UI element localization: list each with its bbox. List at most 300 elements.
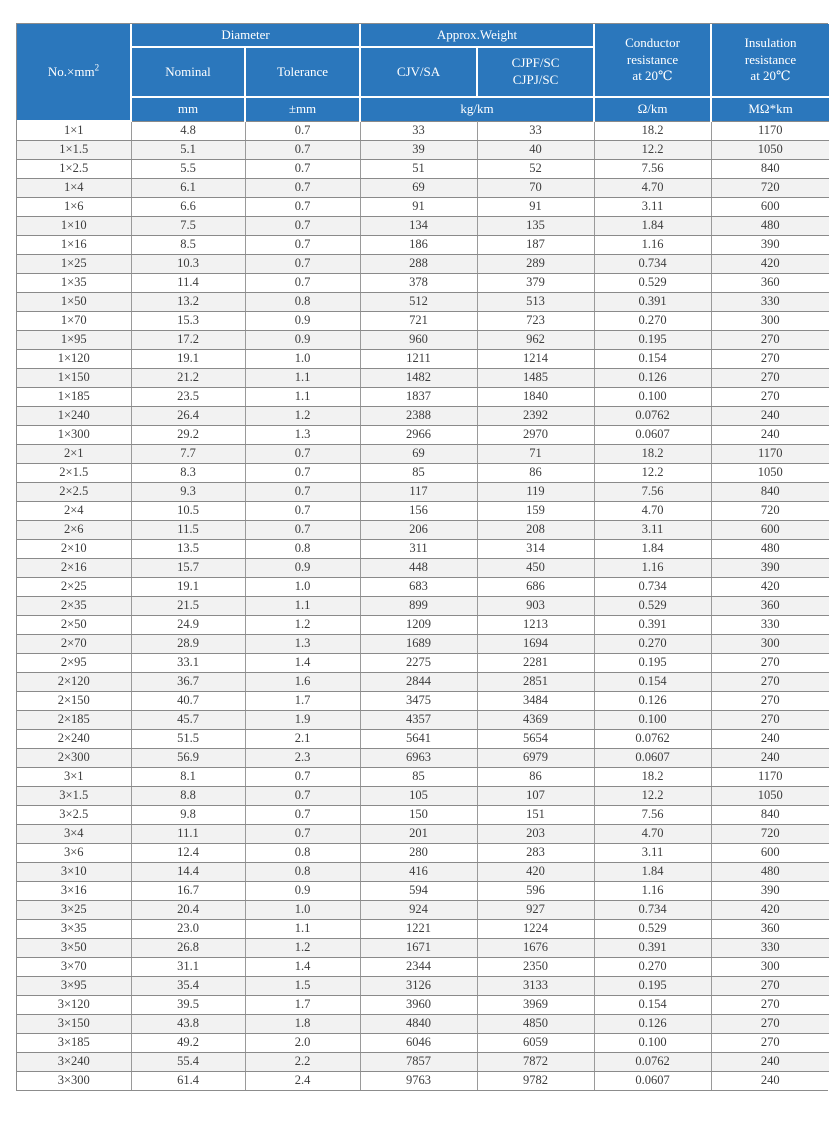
cell: 1840 xyxy=(477,387,594,406)
cell: 2392 xyxy=(477,406,594,425)
cell: 1×4 xyxy=(17,178,131,197)
cell: 28.9 xyxy=(131,634,245,653)
table-row xyxy=(17,729,829,748)
cell: 0.7 xyxy=(245,520,360,539)
cell: 1.0 xyxy=(245,577,360,596)
cell: 4.8 xyxy=(131,121,245,140)
cell: 0.7 xyxy=(245,444,360,463)
cell: 2×6 xyxy=(17,520,131,539)
cell: 1.0 xyxy=(245,900,360,919)
cell: 3475 xyxy=(360,691,477,710)
cell: 240 xyxy=(711,406,829,425)
table-row xyxy=(17,425,829,444)
cell: 600 xyxy=(711,843,829,862)
cell: 8.1 xyxy=(131,767,245,786)
cell: 52 xyxy=(477,159,594,178)
header-conductor-resistance: Conductor resistance at 20℃ xyxy=(594,24,711,97)
cell: 448 xyxy=(360,558,477,577)
table-row xyxy=(17,368,829,387)
cell: 450 xyxy=(477,558,594,577)
cell: 3.11 xyxy=(594,197,711,216)
cell: 2.3 xyxy=(245,748,360,767)
cell: 1×1.5 xyxy=(17,140,131,159)
cell: 0.7 xyxy=(245,273,360,292)
cell: 2275 xyxy=(360,653,477,672)
table-row xyxy=(17,463,829,482)
cell: 14.4 xyxy=(131,862,245,881)
cell: 51.5 xyxy=(131,729,245,748)
cell: 1.7 xyxy=(245,691,360,710)
cell: 8.5 xyxy=(131,235,245,254)
cell: 0.391 xyxy=(594,292,711,311)
cell: 71 xyxy=(477,444,594,463)
cell: 21.2 xyxy=(131,368,245,387)
cell: 1214 xyxy=(477,349,594,368)
cell: 2×120 xyxy=(17,672,131,691)
cell: 1676 xyxy=(477,938,594,957)
cell: 7.5 xyxy=(131,216,245,235)
cell: 91 xyxy=(360,197,477,216)
cell: 683 xyxy=(360,577,477,596)
cell: 1×240 xyxy=(17,406,131,425)
table-row xyxy=(17,520,829,539)
cell: 0.195 xyxy=(594,976,711,995)
cell: 3×240 xyxy=(17,1052,131,1071)
cell: 1.2 xyxy=(245,938,360,957)
cell: 6046 xyxy=(360,1033,477,1052)
unit-mohm-km: MΩ*km xyxy=(711,97,829,121)
cell: 3×120 xyxy=(17,995,131,1014)
table-row xyxy=(17,292,829,311)
cell: 596 xyxy=(477,881,594,900)
cell: 1.7 xyxy=(245,995,360,1014)
cell: 3×10 xyxy=(17,862,131,881)
table-row xyxy=(17,710,829,729)
cell: 1211 xyxy=(360,349,477,368)
cell: 1×150 xyxy=(17,368,131,387)
cell: 379 xyxy=(477,273,594,292)
cell: 7872 xyxy=(477,1052,594,1071)
cell: 2.0 xyxy=(245,1033,360,1052)
cell: 1.6 xyxy=(245,672,360,691)
cell: 2×1 xyxy=(17,444,131,463)
cell: 7857 xyxy=(360,1052,477,1071)
cell: 420 xyxy=(711,577,829,596)
cell: 1.1 xyxy=(245,387,360,406)
table-row xyxy=(17,881,829,900)
cell: 360 xyxy=(711,596,829,615)
cell: 1.1 xyxy=(245,368,360,387)
cell: 1×2.5 xyxy=(17,159,131,178)
cell: 0.126 xyxy=(594,368,711,387)
cell: 4369 xyxy=(477,710,594,729)
table-row xyxy=(17,1071,829,1090)
cell: 6963 xyxy=(360,748,477,767)
cell: 3133 xyxy=(477,976,594,995)
cell: 270 xyxy=(711,976,829,995)
cell: 0.100 xyxy=(594,1033,711,1052)
cell: 1.9 xyxy=(245,710,360,729)
cell: 0.7 xyxy=(245,463,360,482)
cell: 0.0607 xyxy=(594,1071,711,1090)
cell: 13.2 xyxy=(131,292,245,311)
table-row xyxy=(17,615,829,634)
cell: 11.1 xyxy=(131,824,245,843)
cell: 2851 xyxy=(477,672,594,691)
cell: 300 xyxy=(711,311,829,330)
cell: 2×10 xyxy=(17,539,131,558)
cell: 36.7 xyxy=(131,672,245,691)
cell: 0.0607 xyxy=(594,425,711,444)
table-row xyxy=(17,786,829,805)
cell: 9763 xyxy=(360,1071,477,1090)
cell: 6.1 xyxy=(131,178,245,197)
cell: 300 xyxy=(711,634,829,653)
cell: 0.734 xyxy=(594,577,711,596)
cell: 3.11 xyxy=(594,843,711,862)
cell: 3×25 xyxy=(17,900,131,919)
table-row xyxy=(17,748,829,767)
table-row xyxy=(17,653,829,672)
cell: 1×6 xyxy=(17,197,131,216)
cell: 600 xyxy=(711,197,829,216)
cell: 390 xyxy=(711,881,829,900)
cell: 270 xyxy=(711,387,829,406)
cell: 962 xyxy=(477,330,594,349)
cell: 35.4 xyxy=(131,976,245,995)
cell: 5.1 xyxy=(131,140,245,159)
cell: 1482 xyxy=(360,368,477,387)
cell: 903 xyxy=(477,596,594,615)
cell: 3×95 xyxy=(17,976,131,995)
cell: 18.2 xyxy=(594,767,711,786)
cell: 2966 xyxy=(360,425,477,444)
cell: 1.8 xyxy=(245,1014,360,1033)
cell: 686 xyxy=(477,577,594,596)
cell: 45.7 xyxy=(131,710,245,729)
cell: 1050 xyxy=(711,463,829,482)
cell: 6979 xyxy=(477,748,594,767)
cell: 1×95 xyxy=(17,330,131,349)
cell: 300 xyxy=(711,957,829,976)
table-row xyxy=(17,634,829,653)
cell: 1.16 xyxy=(594,558,711,577)
cell: 16.7 xyxy=(131,881,245,900)
table-row xyxy=(17,1014,829,1033)
cell: 0.270 xyxy=(594,957,711,976)
cell: 270 xyxy=(711,1033,829,1052)
cell: 7.56 xyxy=(594,159,711,178)
cell: 270 xyxy=(711,691,829,710)
cell: 0.391 xyxy=(594,615,711,634)
cell: 39.5 xyxy=(131,995,245,1014)
cell: 5.5 xyxy=(131,159,245,178)
cell: 924 xyxy=(360,900,477,919)
cell: 3×300 xyxy=(17,1071,131,1090)
cell: 270 xyxy=(711,1014,829,1033)
cell: 21.5 xyxy=(131,596,245,615)
cell: 1837 xyxy=(360,387,477,406)
cell: 513 xyxy=(477,292,594,311)
cell: 600 xyxy=(711,520,829,539)
cell: 159 xyxy=(477,501,594,520)
table-row xyxy=(17,444,829,463)
table-row xyxy=(17,824,829,843)
cell: 1.4 xyxy=(245,653,360,672)
cell: 19.1 xyxy=(131,349,245,368)
cell: 0.7 xyxy=(245,767,360,786)
cell: 240 xyxy=(711,1071,829,1090)
cell: 85 xyxy=(360,463,477,482)
cell: 0.7 xyxy=(245,786,360,805)
cell: 270 xyxy=(711,710,829,729)
table-row xyxy=(17,121,829,140)
table-row xyxy=(17,406,829,425)
cell: 2×95 xyxy=(17,653,131,672)
cell: 240 xyxy=(711,729,829,748)
cell: 33.1 xyxy=(131,653,245,672)
cell: 3×150 xyxy=(17,1014,131,1033)
cell: 17.2 xyxy=(131,330,245,349)
cell: 1.1 xyxy=(245,596,360,615)
cell: 8.8 xyxy=(131,786,245,805)
cell: 330 xyxy=(711,938,829,957)
cell: 2×4 xyxy=(17,501,131,520)
cell: 3×35 xyxy=(17,919,131,938)
cell: 2×70 xyxy=(17,634,131,653)
table-row xyxy=(17,995,829,1014)
cell: 390 xyxy=(711,558,829,577)
cell: 1.84 xyxy=(594,216,711,235)
table-row xyxy=(17,900,829,919)
cell: 187 xyxy=(477,235,594,254)
cell: 1689 xyxy=(360,634,477,653)
cell: 119 xyxy=(477,482,594,501)
cell: 240 xyxy=(711,748,829,767)
cell: 480 xyxy=(711,539,829,558)
cell: 1.5 xyxy=(245,976,360,995)
cell: 186 xyxy=(360,235,477,254)
table-row xyxy=(17,558,829,577)
cell: 2281 xyxy=(477,653,594,672)
cell: 1.0 xyxy=(245,349,360,368)
cell: 1×120 xyxy=(17,349,131,368)
cell: 15.7 xyxy=(131,558,245,577)
cell: 8.3 xyxy=(131,463,245,482)
cell: 156 xyxy=(360,501,477,520)
cell: 1×50 xyxy=(17,292,131,311)
cell: 9.8 xyxy=(131,805,245,824)
cell: 3.11 xyxy=(594,520,711,539)
header-cjpf-cjpj: CJPF/SC CJPJ/SC xyxy=(477,47,594,97)
cell: 314 xyxy=(477,539,594,558)
unit-ohm-km: Ω/km xyxy=(594,97,711,121)
cell: 270 xyxy=(711,672,829,691)
cell: 0.7 xyxy=(245,824,360,843)
cell: 2×1.5 xyxy=(17,463,131,482)
cell: 61.4 xyxy=(131,1071,245,1090)
cell: 1.2 xyxy=(245,615,360,634)
cell: 720 xyxy=(711,501,829,520)
cell: 2×25 xyxy=(17,577,131,596)
table-row xyxy=(17,672,829,691)
cell: 3×1.5 xyxy=(17,786,131,805)
cell: 240 xyxy=(711,425,829,444)
cell: 69 xyxy=(360,444,477,463)
cell: 2.1 xyxy=(245,729,360,748)
table-row xyxy=(17,919,829,938)
table-row xyxy=(17,691,829,710)
cell: 0.7 xyxy=(245,216,360,235)
cell: 2×240 xyxy=(17,729,131,748)
cell: 0.7 xyxy=(245,805,360,824)
cell: 512 xyxy=(360,292,477,311)
table-row xyxy=(17,596,829,615)
cell: 0.9 xyxy=(245,330,360,349)
cell: 2×50 xyxy=(17,615,131,634)
table-row xyxy=(17,577,829,596)
cell: 330 xyxy=(711,615,829,634)
header-size: $No.\times mm^2$ xyxy=(17,24,131,121)
cell: 0.9 xyxy=(245,311,360,330)
cell: 86 xyxy=(477,767,594,786)
cell: 29.2 xyxy=(131,425,245,444)
cell: 0.270 xyxy=(594,634,711,653)
table-row xyxy=(17,957,829,976)
cell: 9782 xyxy=(477,1071,594,1090)
cell: 1.16 xyxy=(594,881,711,900)
cell: 2.4 xyxy=(245,1071,360,1090)
cell: 6.6 xyxy=(131,197,245,216)
cell: 270 xyxy=(711,368,829,387)
cell: 360 xyxy=(711,919,829,938)
cell: 0.529 xyxy=(594,273,711,292)
unit-kg-km: kg/km xyxy=(360,97,594,121)
cell: 960 xyxy=(360,330,477,349)
cell: 33 xyxy=(360,121,477,140)
cell: 0.391 xyxy=(594,938,711,957)
cell: 288 xyxy=(360,254,477,273)
cell: 4840 xyxy=(360,1014,477,1033)
cell: 11.5 xyxy=(131,520,245,539)
cell: 1×16 xyxy=(17,235,131,254)
table-row xyxy=(17,197,829,216)
cell: 9.3 xyxy=(131,482,245,501)
cell: 11.4 xyxy=(131,273,245,292)
cell: 2×2.5 xyxy=(17,482,131,501)
cell: 1050 xyxy=(711,786,829,805)
cell: 0.9 xyxy=(245,881,360,900)
cell: 0.270 xyxy=(594,311,711,330)
cell: 2×35 xyxy=(17,596,131,615)
cell: 1.84 xyxy=(594,539,711,558)
cell: 1485 xyxy=(477,368,594,387)
cell: 1×35 xyxy=(17,273,131,292)
cell: 107 xyxy=(477,786,594,805)
header-weight-group: Approx.Weight xyxy=(360,24,594,47)
cell: 7.7 xyxy=(131,444,245,463)
cell: 1.2 xyxy=(245,406,360,425)
table-row xyxy=(17,501,829,520)
cell: 24.9 xyxy=(131,615,245,634)
cell: 420 xyxy=(477,862,594,881)
cell: 0.126 xyxy=(594,1014,711,1033)
cable-spec-table xyxy=(17,24,829,1090)
cell: 2×185 xyxy=(17,710,131,729)
cell: 7.56 xyxy=(594,482,711,501)
cell: 18.2 xyxy=(594,121,711,140)
cell: 270 xyxy=(711,653,829,672)
cell: 5641 xyxy=(360,729,477,748)
cell: 0.195 xyxy=(594,330,711,349)
cell: 134 xyxy=(360,216,477,235)
header-diameter-group: Diameter xyxy=(131,24,360,47)
cell: 416 xyxy=(360,862,477,881)
cell: 0.9 xyxy=(245,558,360,577)
cell: 0.734 xyxy=(594,254,711,273)
cell: 40.7 xyxy=(131,691,245,710)
table-row xyxy=(17,254,829,273)
header-nominal: Nominal xyxy=(131,47,245,97)
cell: 721 xyxy=(360,311,477,330)
cell: 0.8 xyxy=(245,539,360,558)
cell: 23.0 xyxy=(131,919,245,938)
cell: 0.529 xyxy=(594,919,711,938)
cell: 1221 xyxy=(360,919,477,938)
cell: 1×1 xyxy=(17,121,131,140)
cell: 33 xyxy=(477,121,594,140)
cell: 390 xyxy=(711,235,829,254)
cell: 280 xyxy=(360,843,477,862)
cell: 0.8 xyxy=(245,843,360,862)
cell: 1694 xyxy=(477,634,594,653)
cell: 840 xyxy=(711,159,829,178)
header-tolerance: Tolerance xyxy=(245,47,360,97)
cell: 0.7 xyxy=(245,140,360,159)
cell: 3×50 xyxy=(17,938,131,957)
cell: 2388 xyxy=(360,406,477,425)
table-row xyxy=(17,216,829,235)
cell: 4.70 xyxy=(594,824,711,843)
cell: 10.3 xyxy=(131,254,245,273)
cell: 420 xyxy=(711,254,829,273)
cell: 0.0762 xyxy=(594,1052,711,1071)
cell: 1.3 xyxy=(245,425,360,444)
cell: 0.734 xyxy=(594,900,711,919)
cell: 0.100 xyxy=(594,710,711,729)
table-row xyxy=(17,1052,829,1071)
table-row xyxy=(17,938,829,957)
cell: 840 xyxy=(711,805,829,824)
cell: 18.2 xyxy=(594,444,711,463)
table-row xyxy=(17,539,829,558)
cell: 1.1 xyxy=(245,919,360,938)
cell: 840 xyxy=(711,482,829,501)
cell: 2×16 xyxy=(17,558,131,577)
table-row xyxy=(17,349,829,368)
table-row xyxy=(17,235,829,254)
cell: 1.4 xyxy=(245,957,360,976)
cell: 1×25 xyxy=(17,254,131,273)
cell: 1170 xyxy=(711,121,829,140)
cell: 55.4 xyxy=(131,1052,245,1071)
unit-tolerance-mm: ±mm xyxy=(245,97,360,121)
cell: 6059 xyxy=(477,1033,594,1052)
cell: 270 xyxy=(711,330,829,349)
cell: 208 xyxy=(477,520,594,539)
table-header xyxy=(17,24,829,121)
cell: 1.84 xyxy=(594,862,711,881)
